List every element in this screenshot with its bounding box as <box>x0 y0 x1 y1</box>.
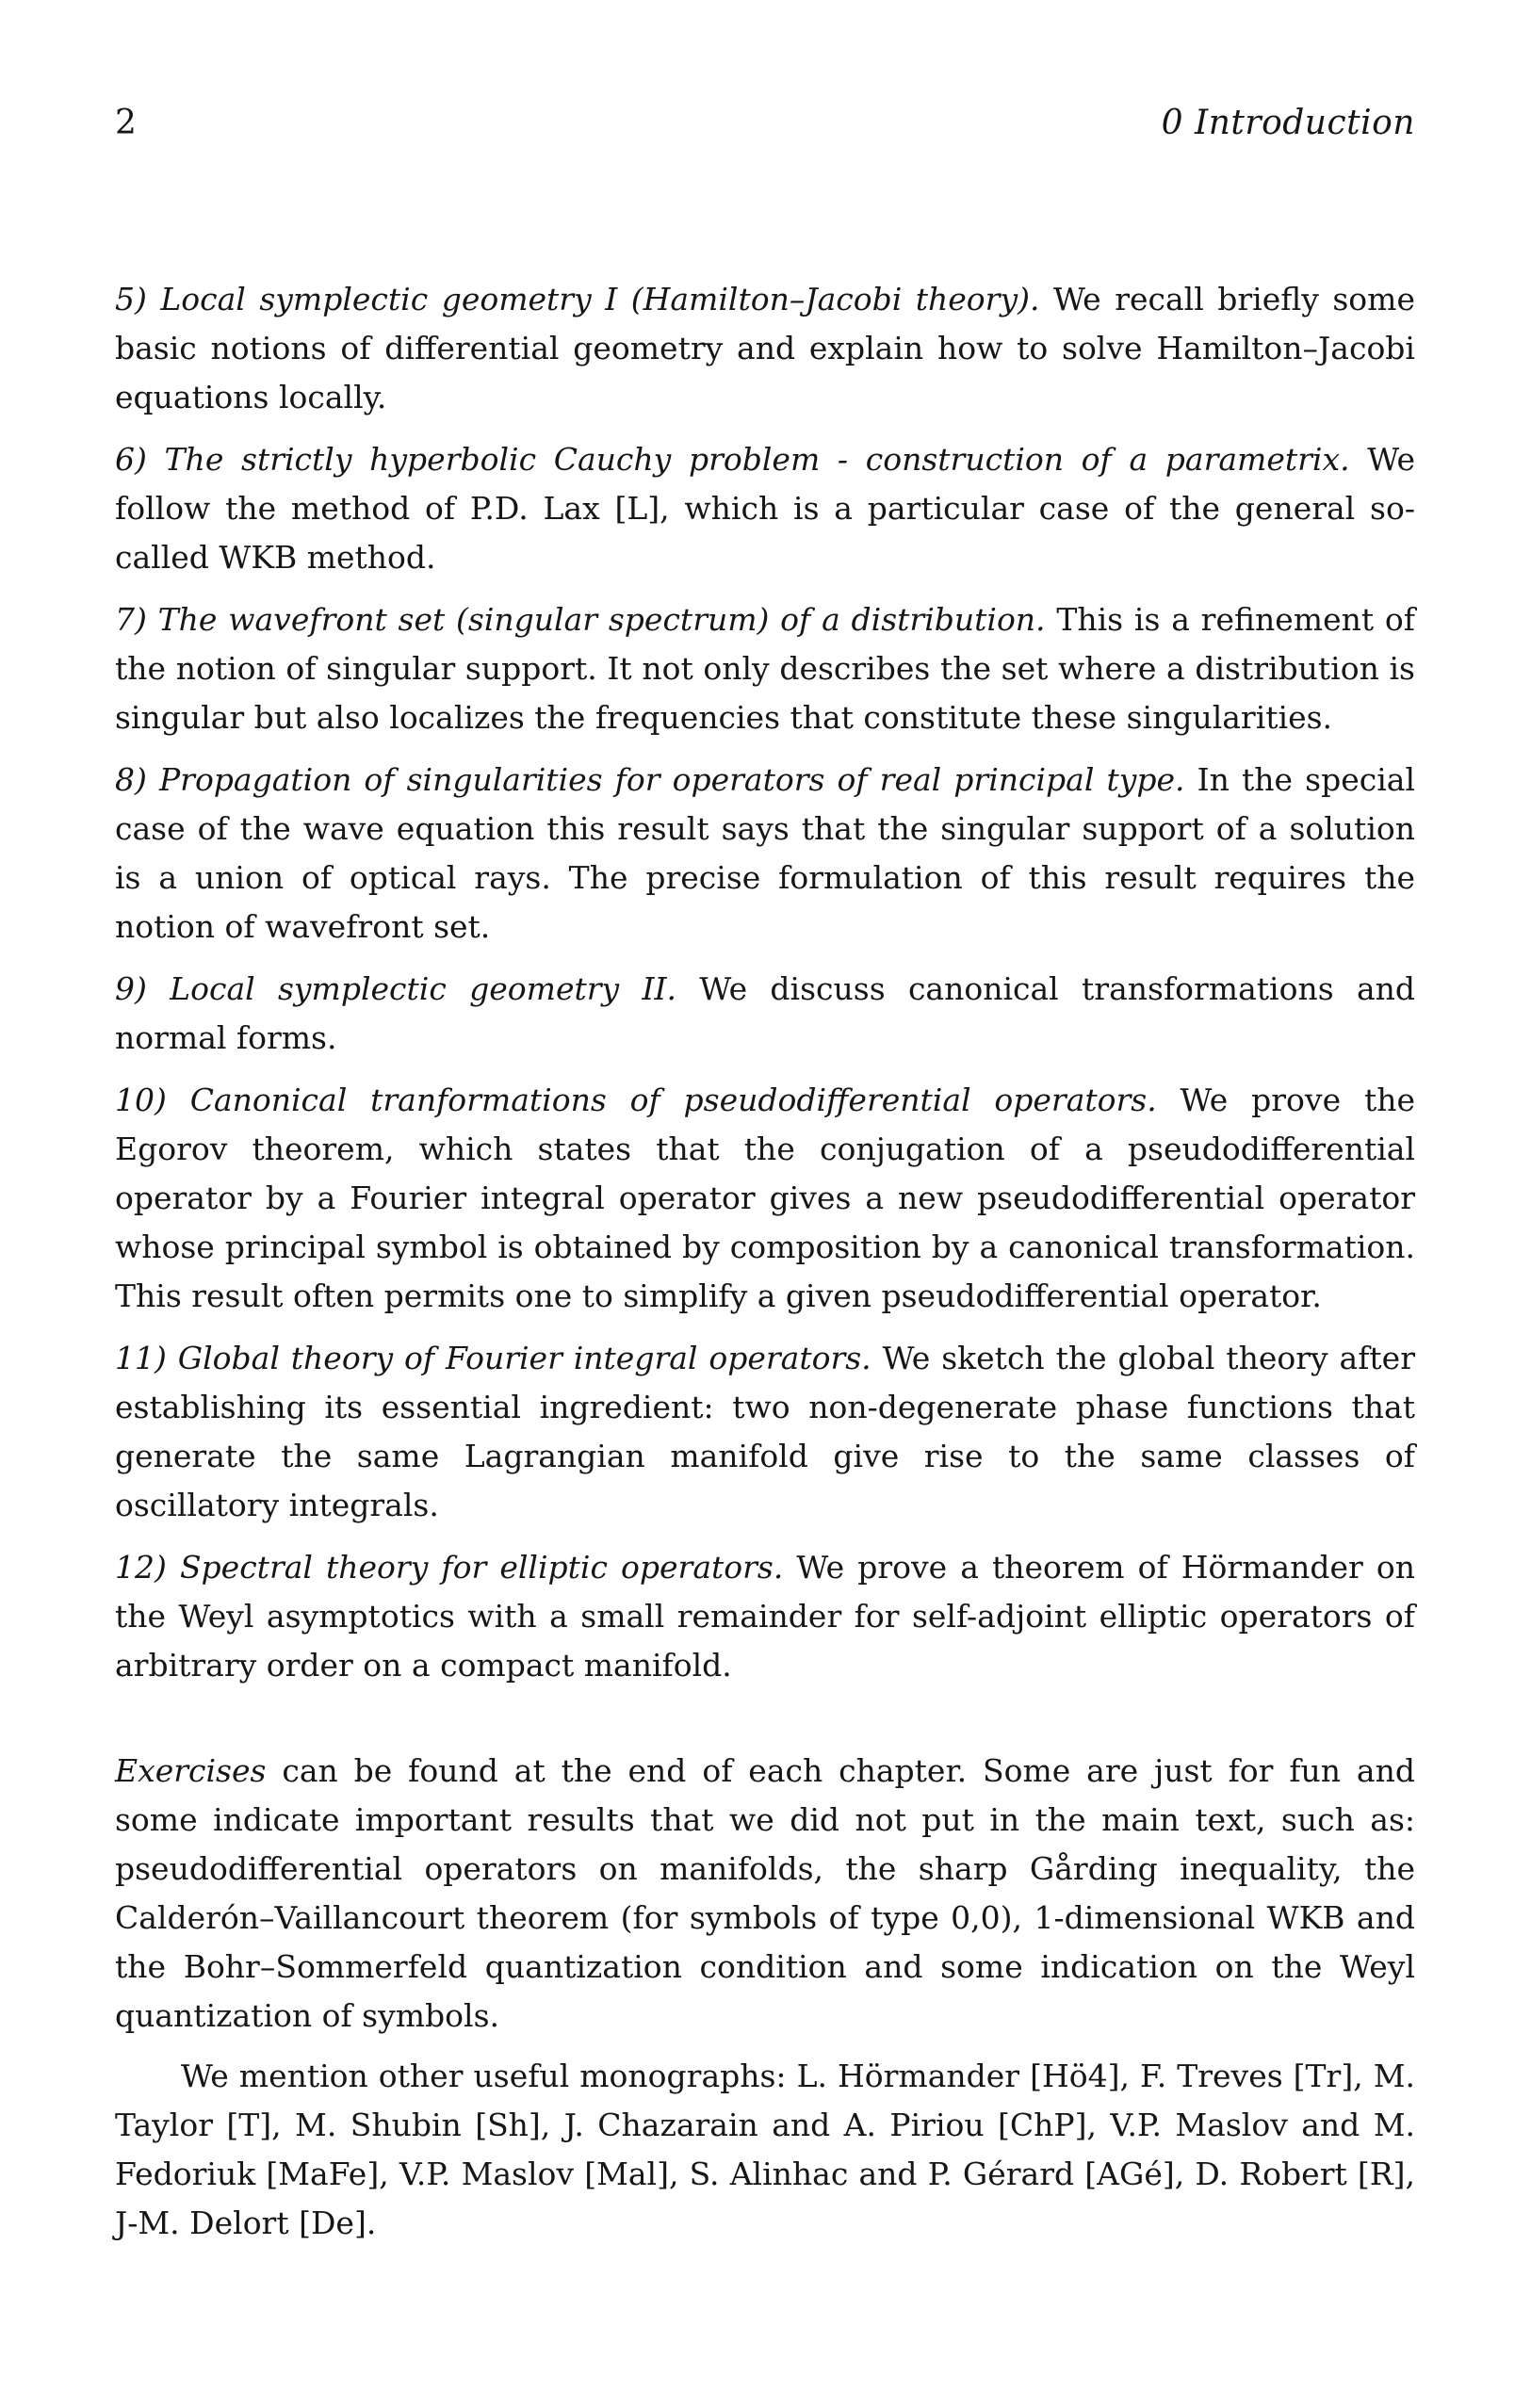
page-number: 2 <box>115 104 137 142</box>
exercises-paragraph <box>115 1747 1415 2041</box>
item-title: 8) Propagation of singularities for operators of real principal type. <box>115 761 1185 798</box>
item-body: We discuss canonical transformations and normal forms. <box>115 970 1416 1056</box>
chapter-overview-list <box>115 275 1415 1690</box>
item-title: 5) Local symplectic geometry I (Hamilton–Jacobi theory). <box>115 281 1040 317</box>
item-body: We prove the Egorov theorem, which states that the conjugation of a pseudodifferential operator by a Fourier integral operator gives a new pseudodifferential operator whose principal symbol is obtained by composition by a canonical transformation. This result often permits one to simplify a given pseudodifferential operator. <box>115 1082 1415 1314</box>
item-body: We sketch the global theory after establishing its essential ingredient: two non-degenerate phase functions that generate the same Lagrangian manifold give rise to the same classes of oscillatory integrals. <box>115 1340 1415 1523</box>
item-title: 11) Global theory of Fourier integral operators. <box>115 1340 871 1376</box>
exercises-text: can be found at the end of each chapter. Some are just for fun and some indicate important results that we did not put in the main text, such as: pseudodifferential operators on manifolds, the sharp Gårding inequality, the Calderón–Vaillancourt theorem (for symbols of type 0,0), 1-dimensional WKB and the Bohr–Sommerfeld quantization condition and some indication on the Weyl quantization of symbols. <box>115 1752 1415 2034</box>
item-body: In the special case of the wave equation this result says that the singular support of a solution is a union of optical rays. The precise formulation of this result requires the notion of wavefront set. <box>115 761 1416 945</box>
running-header <box>115 94 1415 160</box>
item-body: This is a refinement of the notion of singular support. It not only describes the set where a distribution is singular but also localizes the frequencies that constitute these singularities. <box>115 601 1415 736</box>
overview-item <box>115 756 1415 952</box>
item-title: 7) The wavefront set (singular spectrum) of a distribution. <box>115 601 1046 638</box>
overview-item <box>115 1543 1415 1690</box>
overview-item <box>115 965 1415 1063</box>
monographs-paragraph: We mention other useful monographs: L. Hörmander [Hö4], F. Treves [Tr], M. Taylor [T], M. Shubin [Sh], J. Chazarain and A. Piriou [ChP], V.P. Maslov and M. Fedoriuk [MaFe], V.P. Maslov [Mal], S. Alinhac and P. Gérard [AGé], D. Robert [R], J-M. Delort [De]. <box>115 2058 1415 2241</box>
item-title: 10) Canonical tranformations of pseudodifferential operators. <box>115 1082 1157 1118</box>
item-title: 6) The strictly hyperbolic Cauchy problem - construction of a parametrix. <box>115 441 1350 478</box>
item-body: We follow the method of P.D. Lax [L], which is a particular case of the general so-called WKB method. <box>115 441 1415 576</box>
item-body: We prove a theorem of Hörmander on the Weyl asymptotics with a small remainder for self-adjoint elliptic operators of arbitrary order on a compact manifold. <box>115 1549 1415 1684</box>
overview-item <box>115 1076 1415 1321</box>
overview-item <box>115 1334 1415 1530</box>
overview-item <box>115 595 1415 742</box>
overview-item <box>115 275 1415 422</box>
item-title: 9) Local symplectic geometry II. <box>115 970 677 1007</box>
item-title: 12) Spectral theory for elliptic operators. <box>115 1549 784 1586</box>
exercises-lead: Exercises <box>115 1752 267 1789</box>
overview-item <box>115 435 1415 582</box>
book-page <box>115 94 1415 2248</box>
item-body: We recall briefly some basic notions of differential geometry and explain how to solve Hamilton–Jacobi equations locally. <box>115 281 1415 415</box>
chapter-title: 0 Introduction <box>1161 104 1415 142</box>
